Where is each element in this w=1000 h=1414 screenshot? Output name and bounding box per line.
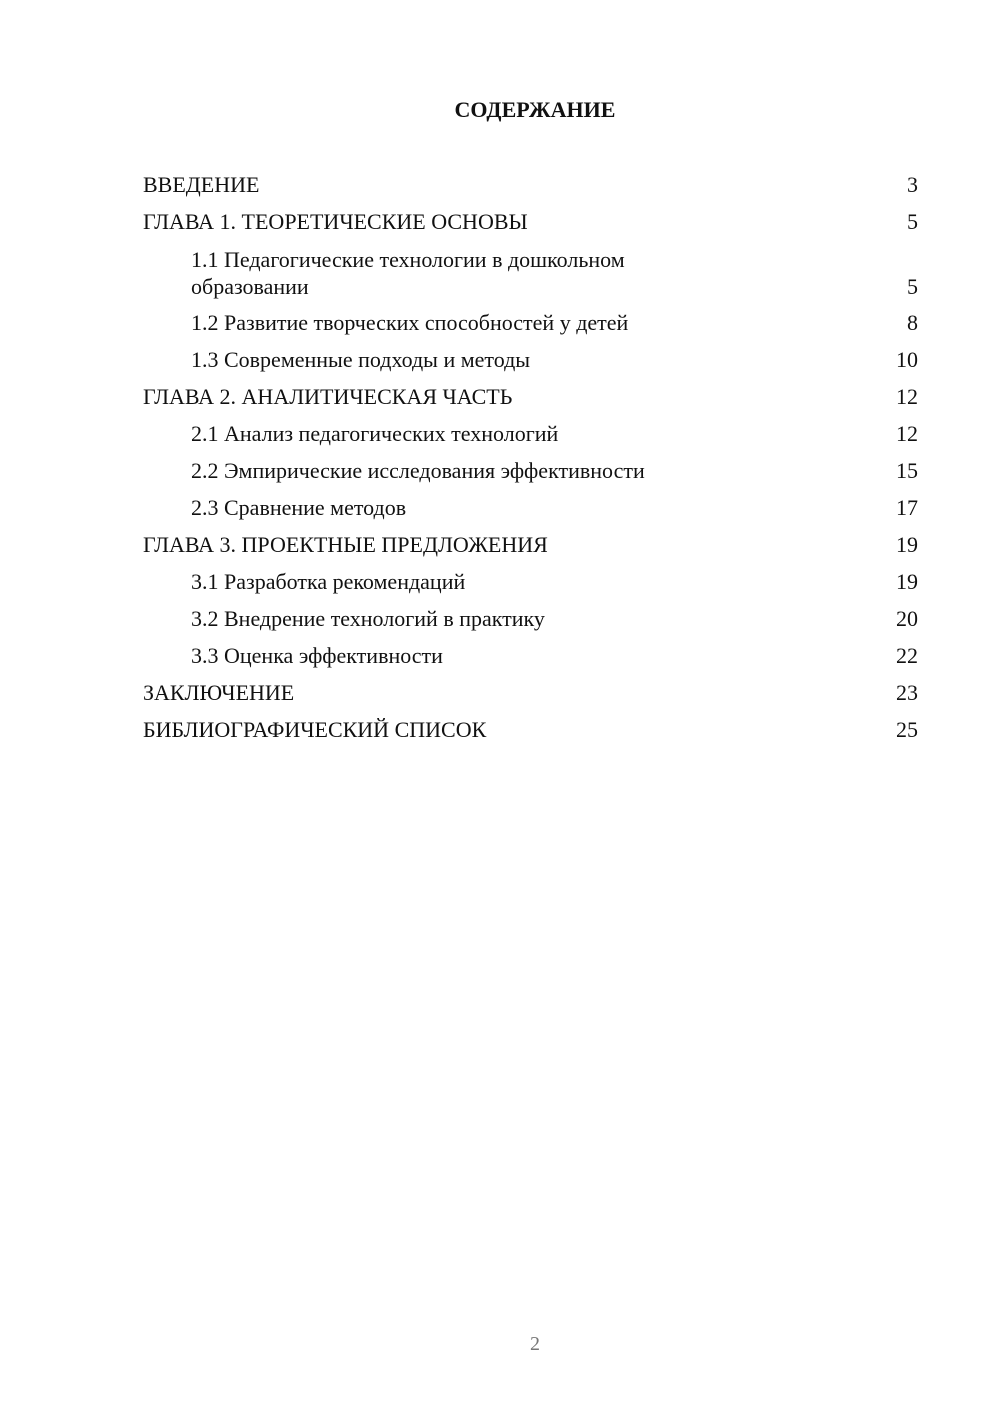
- toc-entry-page: 8: [907, 309, 918, 335]
- toc-entry[interactable]: [143, 526, 918, 563]
- toc-entry[interactable]: [143, 378, 918, 415]
- toc-entry-page: 12: [896, 383, 918, 409]
- toc-entry-page: 20: [896, 605, 918, 631]
- toc-entry-label: 1.2 Развитие творческих способностей у детей: [191, 309, 629, 335]
- toc-entry[interactable]: [143, 637, 918, 674]
- toc-entry-page: 10: [896, 346, 918, 372]
- table-of-contents: [143, 166, 918, 748]
- toc-entry[interactable]: [143, 415, 918, 452]
- toc-entry[interactable]: [143, 600, 918, 637]
- toc-entry-label: БИБЛИОГРАФИЧЕСКИЙ СПИСОК: [143, 716, 487, 742]
- toc-entry-page: 5: [907, 273, 918, 299]
- toc-entry-label: ВВЕДЕНИЕ: [143, 171, 260, 197]
- toc-entry-page: 23: [896, 679, 918, 705]
- toc-entry-page: 22: [896, 642, 918, 668]
- toc-entry-label: 2.2 Эмпирические исследования эффективности: [191, 457, 645, 483]
- toc-entry-label: ГЛАВА 3. ПРОЕКТНЫЕ ПРЕДЛОЖЕНИЯ: [143, 531, 548, 557]
- toc-entry-page: 5: [907, 208, 918, 234]
- toc-entry[interactable]: [143, 563, 918, 600]
- toc-entry-label: 3.2 Внедрение технологий в практику: [191, 605, 545, 631]
- toc-entry[interactable]: [143, 711, 918, 748]
- toc-entry-label: 1.3 Современные подходы и методы: [191, 346, 531, 372]
- toc-entry-page: 25: [896, 716, 918, 742]
- toc-entry-page: 15: [896, 457, 918, 483]
- toc-entry-label: 3.1 Разработка рекомендаций: [191, 568, 466, 594]
- toc-entry[interactable]: [143, 166, 918, 203]
- toc-entry-label: ГЛАВА 1. ТЕОРЕТИЧЕСКИЕ ОСНОВЫ: [143, 208, 528, 234]
- toc-entry-label: 1.1 Педагогические технологии в дошкольном образовании: [191, 246, 625, 299]
- toc-entry-page: 3: [907, 171, 918, 197]
- page-number: 2: [530, 1333, 540, 1355]
- toc-entry-label: ГЛАВА 2. АНАЛИТИЧЕСКАЯ ЧАСТЬ: [143, 383, 513, 409]
- toc-entry[interactable]: [143, 674, 918, 711]
- toc-entry[interactable]: [143, 452, 918, 489]
- toc-entry-label: ЗАКЛЮЧЕНИЕ: [143, 679, 295, 705]
- toc-entry-page: 19: [896, 531, 918, 557]
- toc-entry-label: 2.1 Анализ педагогических технологий: [191, 420, 559, 446]
- toc-entry-page: 12: [896, 420, 918, 446]
- page-title: СОДЕРЖАНИЕ: [454, 97, 616, 122]
- toc-entry-label: 2.3 Сравнение методов: [191, 494, 407, 520]
- toc-entry[interactable]: [143, 203, 918, 240]
- toc-entry[interactable]: [143, 489, 918, 526]
- toc-entry[interactable]: [143, 304, 918, 341]
- toc-entry-page: 19: [896, 568, 918, 594]
- toc-entry[interactable]: [143, 240, 918, 304]
- toc-entry-page: 17: [896, 494, 918, 520]
- toc-entry[interactable]: [143, 341, 918, 378]
- toc-entry-label: 3.3 Оценка эффективности: [191, 642, 443, 668]
